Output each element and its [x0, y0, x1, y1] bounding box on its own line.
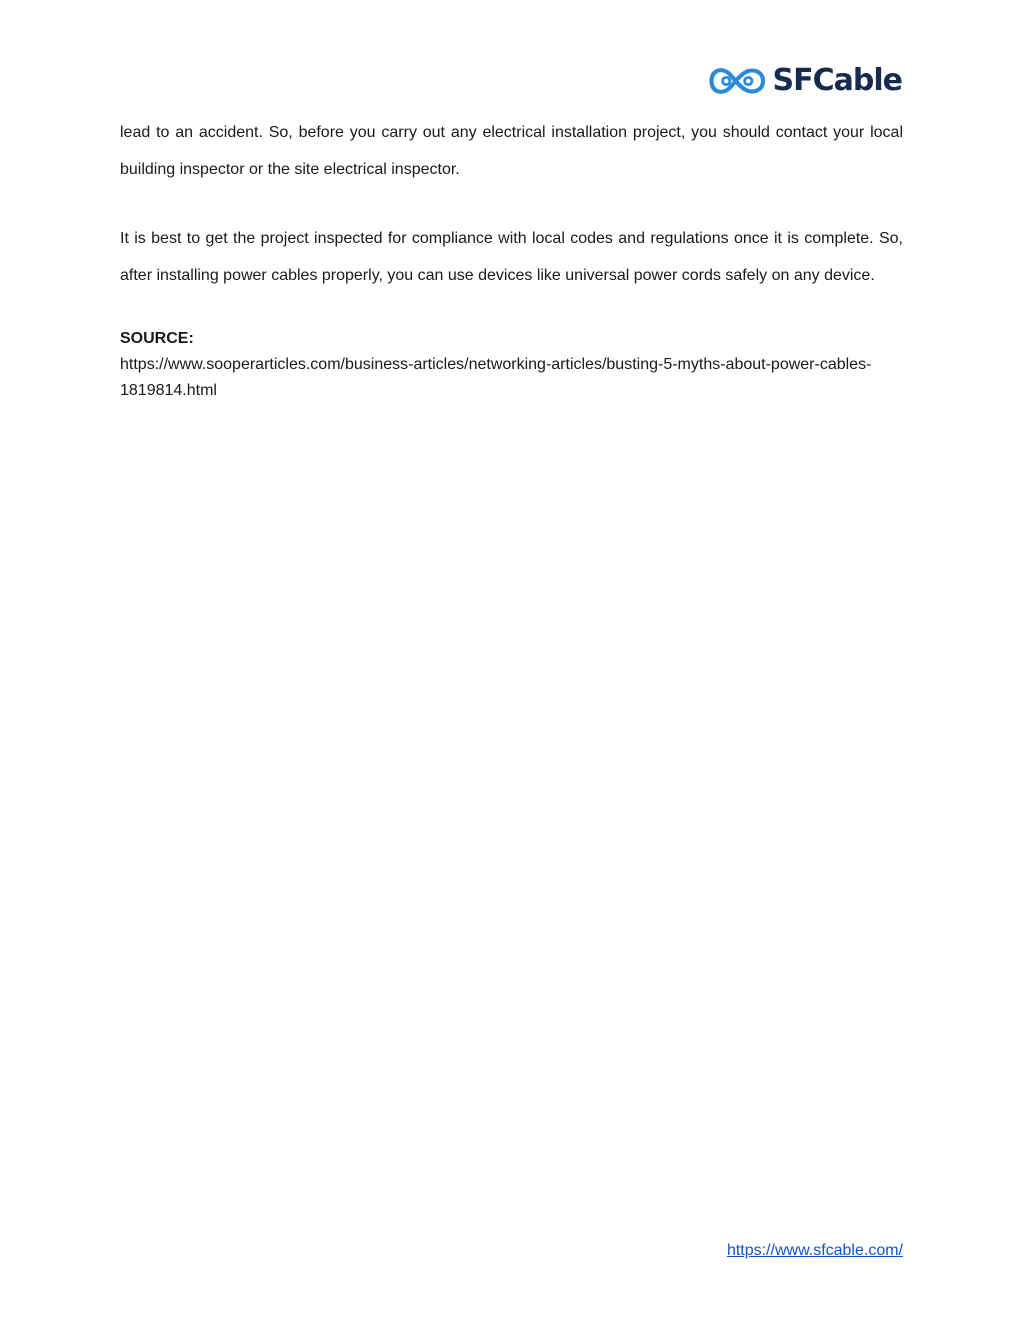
document-body — [120, 114, 903, 404]
cable-loop-icon — [706, 60, 769, 102]
logo-text: SFCable — [772, 63, 902, 98]
paragraph-1: lead to an accident. So, before you carry out any electrical installation project, you should contact your local building inspector or the site electrical inspector. — [120, 124, 903, 178]
paragraph-2: It is best to get the project inspected for compliance with local codes and regulations once it is complete. So, after installing power cables properly, you can use devices like universal power cords safely on any device. — [120, 230, 903, 284]
sfcable-logo — [706, 60, 902, 102]
source-url: https://www.sooperarticles.com/business-articles/networking-articles/busting-5-myths-about-power-cables-1819814.html — [120, 356, 872, 399]
source-block — [120, 326, 903, 404]
source-label: SOURCE: — [120, 330, 194, 347]
footer-website-link[interactable]: https://www.sfcable.com/ — [726, 1242, 903, 1259]
